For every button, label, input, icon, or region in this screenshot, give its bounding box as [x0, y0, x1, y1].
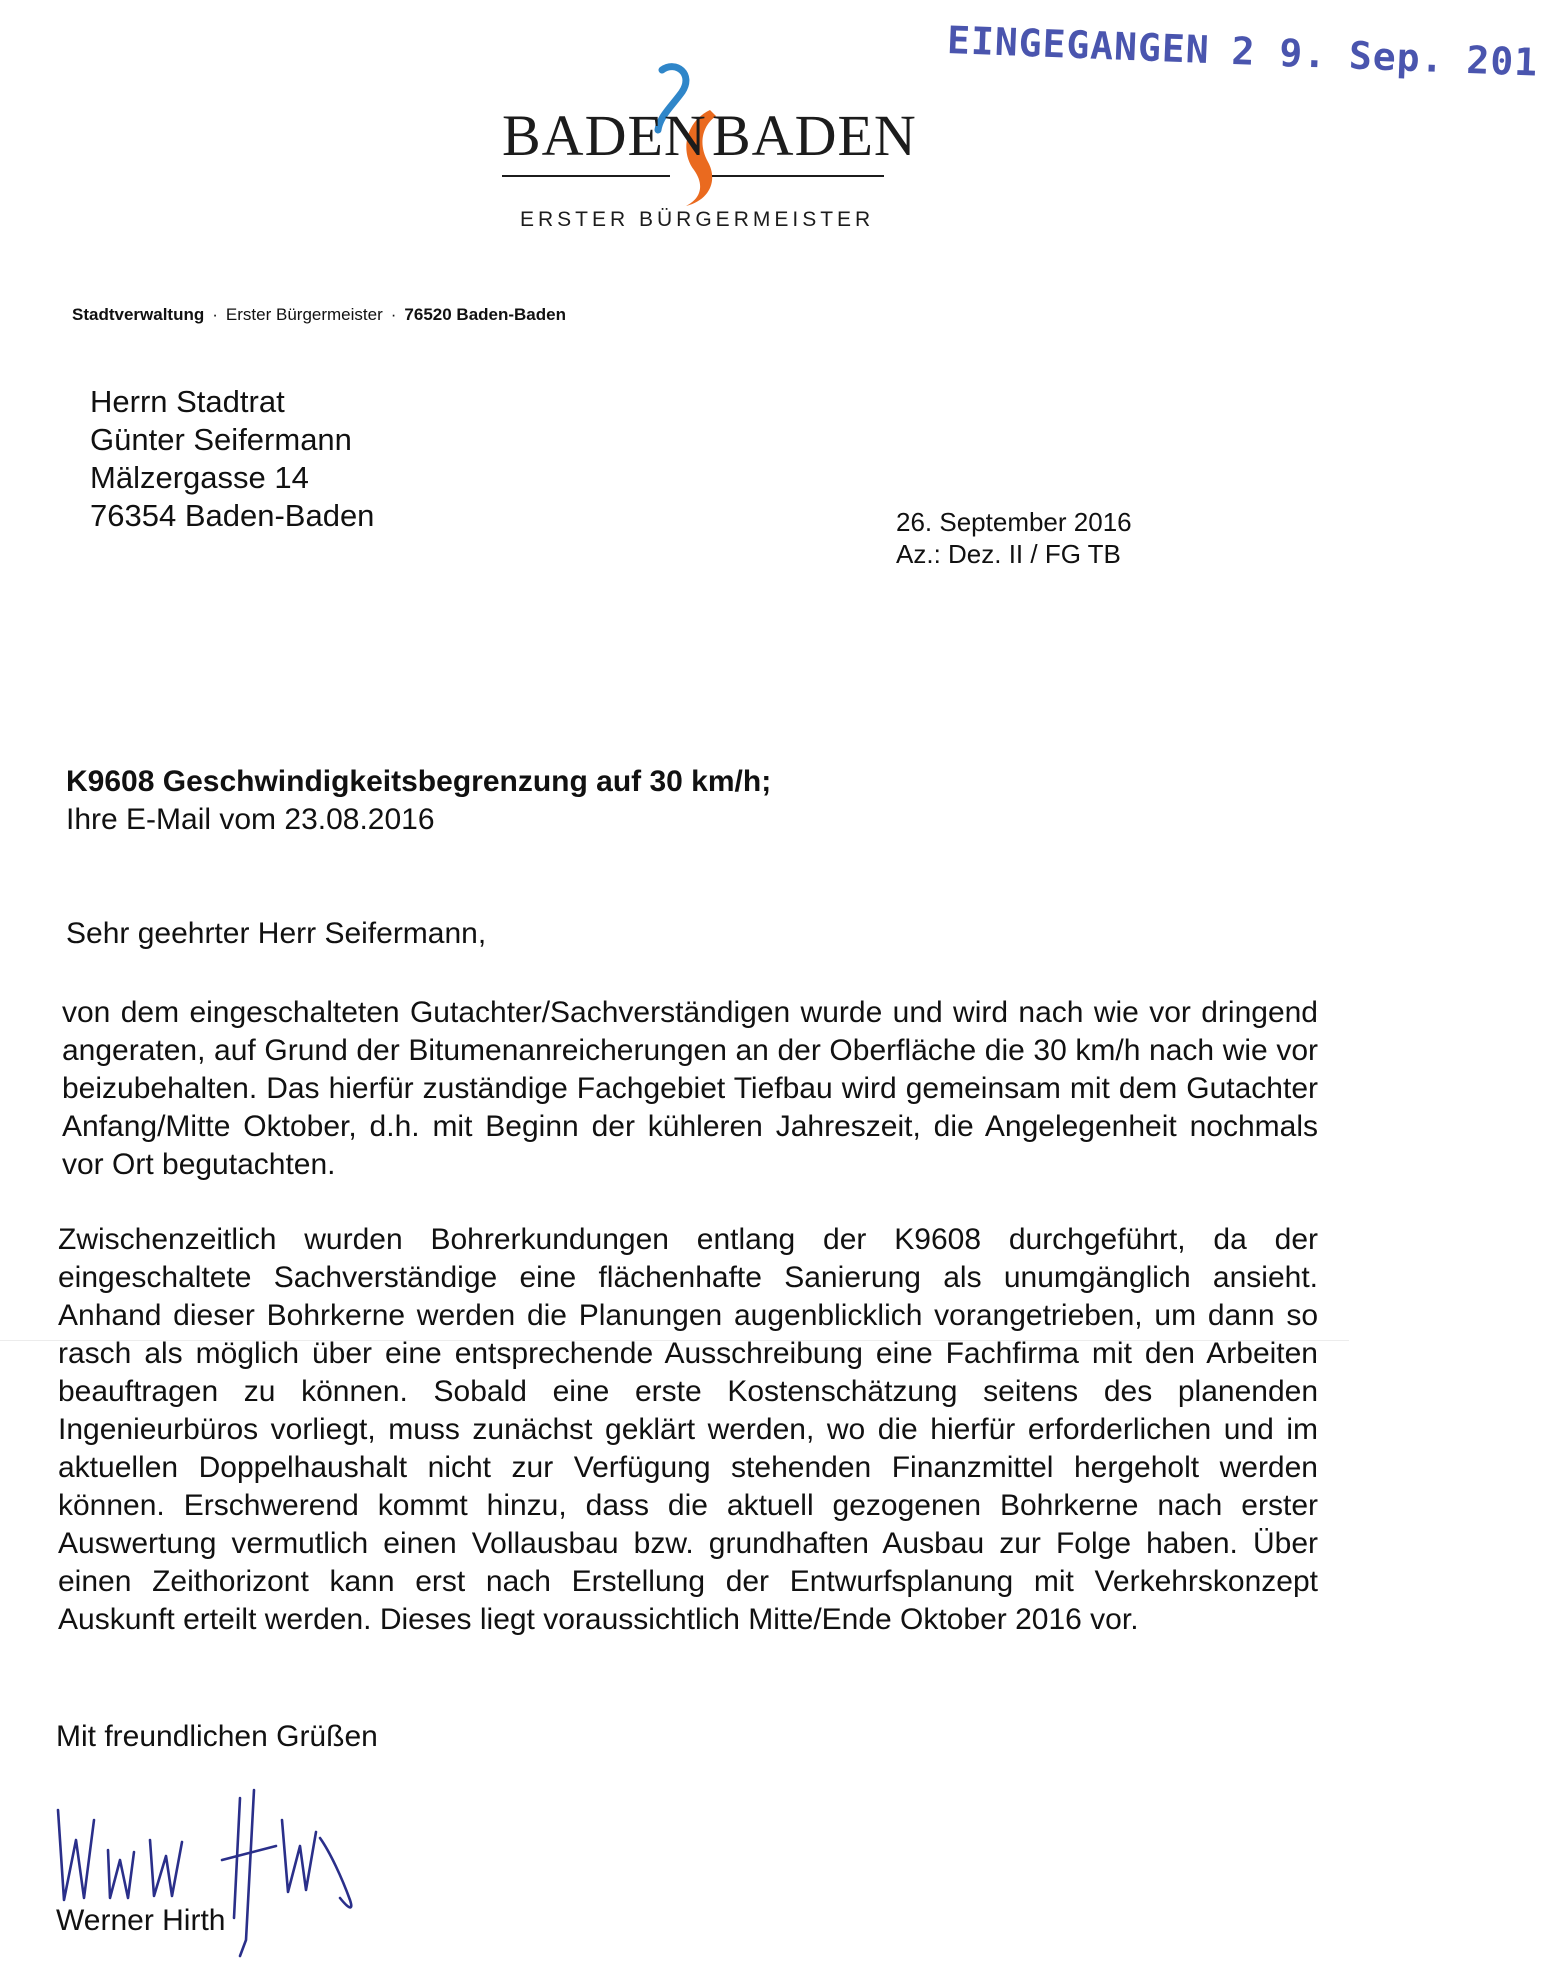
- letter-date: 26. September 2016: [896, 507, 1132, 537]
- subject-title: K9608 Geschwindigkeitsbegrenzung auf 30 km/h;: [66, 765, 772, 798]
- subject: [66, 763, 771, 839]
- sender-address: 76520 Baden-Baden: [404, 305, 566, 324]
- recipient-line: Günter Seifermann: [90, 422, 352, 457]
- recipient-line: Herrn Stadtrat: [90, 384, 285, 419]
- sender-separator: ·: [212, 305, 218, 324]
- sender-role: Erster Bürgermeister: [225, 305, 383, 324]
- body-paragraph: von dem eingeschalteten Gutachter/Sachverständigen wurde und wird nach wie vor dringend angeraten, auf Grund der Bitumenanreicherungen an der Oberfläche die 30 km/h nach wie vor beizubehalten. Das hierfür zuständige Fachgebiet Tiefbau wird gemeinsam mit dem Gutachter Anfang/Mitte Oktober, d.h. mit Beginn der kühleren Jahreszeit, die Angelegenheit nochmals vor Ort begutachten.: [62, 996, 1318, 1181]
- sender-line: [72, 305, 566, 325]
- stamp-month: Sep.: [1348, 33, 1446, 82]
- sender-separator: ·: [390, 305, 397, 324]
- salutation: Sehr geehrter Herr Seifermann,: [66, 917, 487, 950]
- city-logo: [480, 30, 920, 230]
- signer-name: Werner Hirth: [56, 1904, 226, 1937]
- logo-word-right: BADEN: [712, 103, 917, 168]
- logo-word-left: BADEN: [502, 103, 707, 168]
- body-paragraph: Zwischenzeitlich wurden Bohrerkundungen entlang der K9608 durchgeführt, da der eingeschaltete Sachverständige eine flächenhafte Sanierung als unumgänglich ansieht. Anhand dieser Bohrkerne werden die Planungen augenblicklich vorangetrieben, um dann so rasch als möglich über eine entsprechende Ausschreibung eine Fachfirma mit den Arbeiten beauftragen zu können. Sobald eine erste Kostenschätzung seitens des planenden Ingenieurbüros vorliegt, muss zunächst geklärt werden, wo die hierfür erforderlichen und im aktuellen Doppelhaushalt nicht zur Verfügung stehenden Finanzmittel hergeholt werden können. Erschwerend kommt hinzu, dass die aktuell gezogenen Bohrkerne nach erster Auswertung vermutlich einen Vollausbau bzw. grundhaften Ausbau zur Folge haben. Über einen Zeithorizont kann erst nach Erstellung der Entwurfsplanung mit Verkehrskonzept Auskunft erteilt werden. Dieses liegt voraussichtlich Mitte/Ende Oktober 2016 vor.: [58, 1223, 1318, 1636]
- recipient-line: Mälzergasse 14: [90, 460, 309, 495]
- recipient-address: [90, 383, 374, 535]
- date-block: [896, 506, 1132, 570]
- sender-org: Stadtverwaltung: [72, 305, 205, 324]
- reference-number: Az.: Dez. II / FG TB: [896, 539, 1121, 569]
- received-stamp: [946, 18, 1539, 93]
- stamp-day: 2 9.: [1230, 28, 1328, 77]
- stamp-year: 201: [1465, 37, 1539, 85]
- recipient-line: 76354 Baden-Baden: [90, 498, 375, 533]
- subject-reference: Ihre E-Mail vom 23.08.2016: [66, 803, 435, 836]
- stamp-word: EINGEGANGEN: [946, 18, 1211, 73]
- logo-subtitle: ERSTER BÜRGERMEISTER: [520, 208, 875, 231]
- closing: Mit freundlichen Grüßen: [56, 1720, 378, 1753]
